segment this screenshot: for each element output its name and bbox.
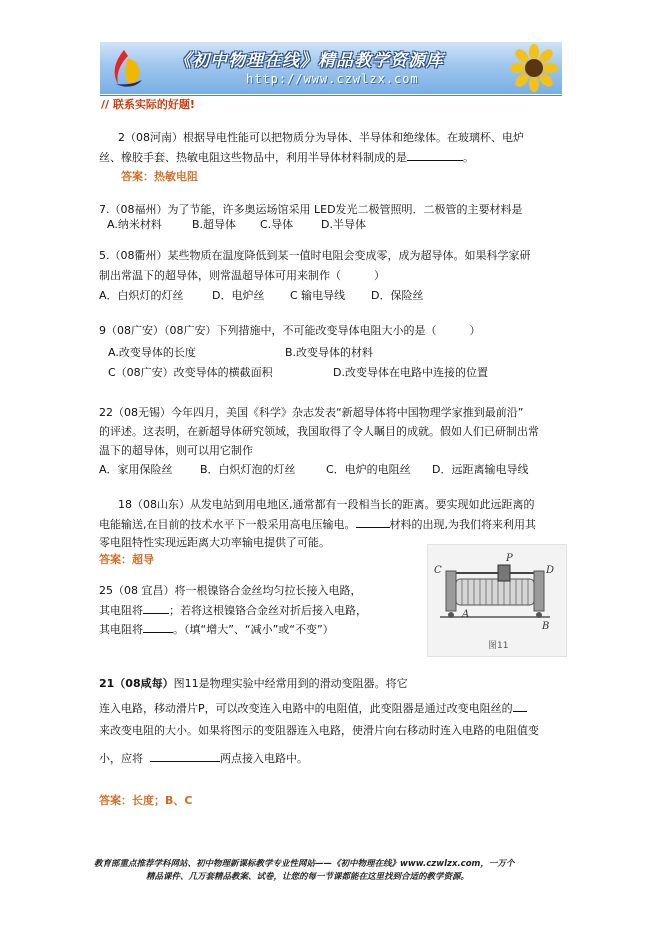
q7-line3-rest: 。（填“增大”、“减小”或“不变”）: [173, 623, 334, 636]
section-title-mark: //: [101, 98, 110, 111]
q8-line2-text: 连入电路，移动滑片P，可以改变连入电路中的电阻值，此变阻器是通过改变电阻丝的: [99, 702, 513, 715]
q8-label: 21（08咸每）: [99, 677, 174, 690]
q8-line1: [99, 677, 408, 691]
q4-option-b: B.改变导体的材料: [285, 346, 374, 359]
rheostat-figure: [427, 544, 567, 657]
rheostat-illustration: [428, 545, 566, 656]
q7-blank-1: [143, 603, 169, 614]
q1-answer: 答案：热敏电阻: [121, 170, 198, 183]
q8-line4-rest: 两点接入电路中。: [220, 752, 308, 765]
figure-caption: 图11: [488, 641, 509, 651]
sunflower-icon: [510, 44, 558, 92]
q8-blank-2: [150, 751, 220, 762]
q5-line1: 22（08无锡）今年四月，美国《科学》杂志发表“新超导体将中国物理学家推到最前沿”: [99, 406, 524, 419]
figure-label-d: D: [546, 565, 555, 576]
header-banner: [100, 42, 562, 94]
q2-option-c: C.导体: [260, 218, 294, 231]
q3-option-d: D．保险丝: [371, 289, 424, 302]
q6-answer: 答案：超导: [99, 553, 154, 566]
q5-line3: 温下的超导体，则可以用它制作: [99, 444, 253, 457]
q2-option-b: B.超导体: [192, 218, 237, 231]
figure-label-b: B: [542, 621, 550, 632]
q6-line3: 零电阻特性实现远距离大功率输电提供了可能。: [99, 536, 330, 549]
q7-line1: 25（08 宜昌）将一根镍铬合金丝均匀拉长接入电路，: [99, 584, 362, 597]
q6-line2-rest: 材料的出现,为我们将来利用其: [389, 518, 536, 531]
q2-option-a: A.纳米材料: [107, 218, 162, 231]
figure-label-p: P: [506, 553, 513, 564]
q2-line1: 7.（08福州）为了节能，许多奥运场馆采用 LED发光二极管照明．二极管的主要材料是: [99, 203, 523, 216]
footer-line-2: 精品课件、几万套精品教案、试卷，让您的每一节课都能在这里找到合适的教学资源。: [146, 872, 470, 882]
q2-option-d: D.半导体: [321, 218, 366, 231]
q1-line2-end: 。: [463, 151, 474, 164]
q8-line1-text: 图11是物理实验中经常用到的滑动变阻器。将它: [173, 677, 408, 690]
footer-line-1: 教育部重点推荐学科网站、初中物理新课标教学专业性网站——《初中物理在线》www.czwlzx.com，一万个: [94, 859, 515, 869]
q7-line3-text: 其电阻将: [99, 623, 143, 636]
q8-line2: [99, 701, 527, 716]
figure-label-a: A: [462, 609, 470, 620]
q8-line4: [99, 751, 308, 766]
q7-line2-text: 其电阻将: [99, 604, 143, 617]
site-logo-icon: [110, 48, 144, 88]
q4-line1: 9（08广安）（08广安）下列措施中，不可能改变导体电阻大小的是（ ）: [99, 324, 481, 337]
q7-line2-rest: ；若将这根镍铬合金丝对折后接入电路，: [169, 604, 367, 617]
q7-line2: [99, 603, 367, 618]
q3-line2: 制出常温下的超导体，则常温超导体可用来制作（ ）: [99, 269, 385, 282]
q5-line2: 的评述。这表明，在新超导体研究领域，我国取得了令人瞩目的成就。假如人们已研制出常: [99, 425, 539, 438]
q6-blank: [356, 517, 390, 528]
q7-blank-2: [143, 622, 173, 633]
q3-line1: 5.（08衢州）某些物质在温度降低到某一值时电阻会变成零，成为超导体。如果科学家研: [99, 249, 531, 262]
q6-line1: 18（08山东）从发电站到用电地区,通常都有一段相当长的距离。要实现如此远距离的: [118, 498, 535, 511]
q3-option-b: D．电炉丝: [212, 289, 265, 302]
q8-blank-1: [513, 701, 527, 712]
q4-option-d: D.改变导体在电路中连接的位置: [333, 366, 488, 379]
q7-line3: [99, 622, 334, 637]
q5-option-a: A．家用保险丝: [99, 463, 173, 476]
q1-blank: [407, 150, 463, 161]
q4-option-c: C（08广安）改变导体的横截面积: [108, 366, 273, 379]
q8-line4-text: 小，应将: [99, 752, 143, 765]
q5-option-d: D．远距离输电导线: [432, 463, 529, 476]
q8-answer: 答案：长度；B、C: [99, 794, 193, 807]
section-title-text: 联系实际的好题!: [112, 98, 195, 111]
section-title: [101, 98, 195, 112]
q3-option-a: A．白炽灯的灯丝: [99, 289, 184, 302]
q4-option-a: A.改变导体的长度: [108, 346, 196, 359]
q6-line2-text: 电能输送,在目前的技术水平下一般采用高电压输电。: [99, 518, 356, 531]
q5-option-b: B．白炽灯泡的灯丝: [200, 463, 296, 476]
header-url: http://www.czwlzx.com: [246, 72, 419, 86]
q1-line2-text: 丝、橡胶手套、热敏电阻这些物品中，利用半导体材料制成的是: [99, 151, 407, 164]
q1-line2: [99, 150, 474, 165]
q6-line2: [99, 517, 536, 532]
header-title: 《初中物理在线》精品教学资源库: [174, 51, 444, 71]
q3-option-c: C 输电导线: [290, 289, 346, 302]
q1-line1: 2（08河南）根据导电性能可以把物质分为导体、半导体和绝缘体。在玻璃杯、电炉: [118, 131, 524, 144]
q5-option-c: C．电炉的电阻丝: [326, 463, 411, 476]
figure-label-c: C: [434, 565, 442, 576]
header-rule: [100, 95, 562, 96]
q8-line3: 来改变电阻的大小。如果将图示的变阻器连入电路，使滑片向右移动时连入电路的电阻值变: [99, 724, 539, 737]
